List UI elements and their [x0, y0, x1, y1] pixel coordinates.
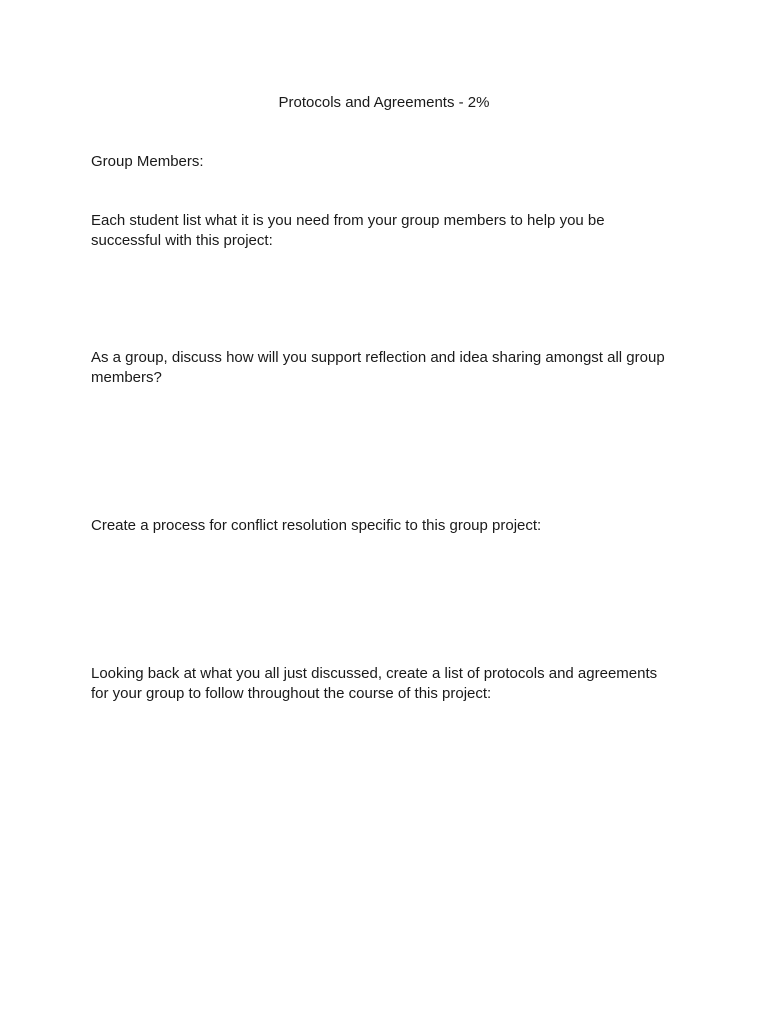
conflict-resolution-prompt: Create a process for conflict resolution specific to this group project: — [91, 517, 542, 534]
student-needs-prompt: Each student list what it is you need from your group members to help you be successful with this project: — [91, 212, 605, 249]
protocols-agreements-prompt: Looking back at what you all just discussed, create a list of protocols and agreements for your group to follow throughout the course of this project: — [91, 665, 658, 702]
reflection-sharing-prompt: As a group, discuss how will you support reflection and idea sharing amongst all group members? — [91, 349, 665, 386]
group-members-prompt: Group Members: — [91, 153, 204, 170]
page-title: Protocols and Agreements - 2% — [278, 94, 490, 111]
